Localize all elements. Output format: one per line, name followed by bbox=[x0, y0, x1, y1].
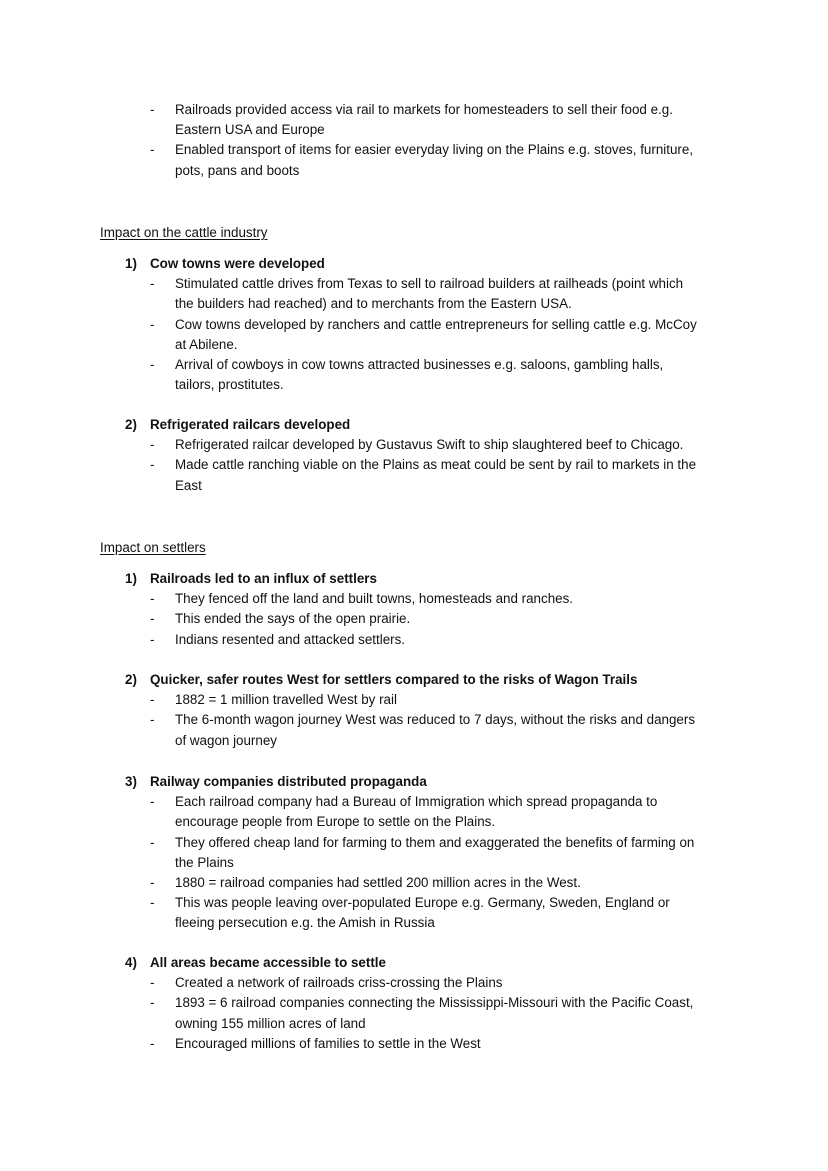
bullet-text: This was people leaving over-populated Europe e.g. Germany, Sweden, England or bbox=[175, 895, 670, 911]
bullet-dash: - bbox=[150, 102, 155, 117]
bullet-dash: - bbox=[150, 975, 155, 991]
bullet-text-continued: pots, pans and boots bbox=[175, 162, 300, 178]
bullet-text: They fenced off the land and built towns, homesteads and ranches. bbox=[175, 591, 574, 607]
item-heading bbox=[0, 254, 828, 274]
bullet-dash: - bbox=[150, 895, 155, 911]
item-title: Cow towns were developed bbox=[150, 256, 325, 271]
bullet-dash: - bbox=[150, 611, 155, 627]
bullet-text-continued: encourage people from Europe to settle on the Plains. bbox=[175, 814, 496, 830]
item-number: 1) bbox=[125, 571, 137, 586]
bullet-item bbox=[0, 710, 735, 750]
bullet-dash: - bbox=[150, 591, 155, 607]
bullet-item bbox=[0, 355, 735, 395]
bullet-dash: - bbox=[150, 712, 155, 728]
bullet-item bbox=[0, 690, 735, 710]
bullet-dash: - bbox=[150, 834, 155, 850]
cattle-item-1 bbox=[0, 254, 828, 395]
settlers-item-3 bbox=[0, 772, 828, 934]
item-heading bbox=[0, 569, 828, 589]
bullet-text-continued: owning 155 million acres of land bbox=[175, 1015, 366, 1031]
bullet-dash: - bbox=[150, 316, 155, 332]
bullet-item bbox=[0, 973, 735, 993]
bullet-text: Created a network of railroads criss-crossing the Plains bbox=[175, 975, 503, 991]
bullet-text: Railroads provided access via rail to markets for homesteaders to sell their food e.g. bbox=[175, 102, 673, 117]
bullet-text: Cow towns developed by ranchers and cattle entrepreneurs for selling cattle e.g. McCoy bbox=[175, 316, 697, 332]
item-number: 3) bbox=[125, 774, 137, 789]
bullet-dash: - bbox=[150, 142, 155, 158]
bullet-item bbox=[0, 435, 735, 455]
bullet-item bbox=[0, 100, 735, 140]
bullet-text-continued: at Abilene. bbox=[175, 336, 238, 352]
bullet-item bbox=[0, 140, 735, 180]
item-heading bbox=[0, 772, 828, 792]
bullet-text: Refrigerated railcar developed by Gustavus Swift to ship slaughtered beef to Chicago. bbox=[175, 437, 684, 453]
bullet-item bbox=[0, 1034, 735, 1054]
bullet-item bbox=[0, 833, 735, 873]
bullet-text-continued: the builders had reached) and to merchants from the Eastern USA. bbox=[175, 296, 572, 312]
bullet-text-continued: fleeing persecution e.g. the Amish in Russia bbox=[175, 915, 435, 931]
bullet-item bbox=[0, 455, 735, 495]
bullet-item bbox=[0, 893, 735, 933]
bullet-text: Arrival of cowboys in cow towns attracted businesses e.g. saloons, gambling halls, bbox=[175, 357, 664, 373]
bullet-dash: - bbox=[150, 357, 155, 373]
item-heading bbox=[0, 953, 828, 973]
settlers-item-1 bbox=[0, 569, 828, 650]
bullet-text: 1893 = 6 railroad companies connecting the Mississippi-Missouri with the Pacific Coast, bbox=[175, 995, 694, 1011]
item-title: Quicker, safer routes West for settlers compared to the risks of Wagon Trails bbox=[150, 672, 638, 687]
bullet-text: Encouraged millions of families to settle in the West bbox=[175, 1035, 481, 1051]
settlers-item-2 bbox=[0, 670, 828, 751]
bullet-dash: - bbox=[150, 1035, 155, 1051]
bullet-item bbox=[0, 315, 735, 355]
bullet-text-continued: of wagon journey bbox=[175, 732, 277, 748]
bullet-text: Indians resented and attacked settlers. bbox=[175, 631, 406, 647]
bullet-dash: - bbox=[150, 437, 155, 453]
bullet-item bbox=[0, 993, 735, 1033]
cattle-item-2 bbox=[0, 415, 828, 496]
bullet-text-continued: tailors, prostitutes. bbox=[175, 377, 284, 393]
bullet-dash: - bbox=[150, 692, 155, 708]
item-number: 1) bbox=[125, 256, 137, 271]
item-title: Railway companies distributed propaganda bbox=[150, 774, 427, 789]
bullet-dash: - bbox=[150, 631, 155, 647]
item-number: 4) bbox=[125, 955, 137, 970]
section-heading-settlers: Impact on settlers bbox=[100, 540, 206, 555]
item-number: 2) bbox=[125, 672, 137, 687]
bullet-text: Stimulated cattle drives from Texas to sell to railroad builders at railheads (point which bbox=[175, 276, 684, 292]
bullet-dash: - bbox=[150, 995, 155, 1011]
bullet-text: 1880 = railroad companies had settled 200 million acres in the West. bbox=[175, 875, 581, 891]
item-heading bbox=[0, 670, 828, 690]
bullet-item bbox=[0, 873, 735, 893]
bullet-text: This ended the says of the open prairie. bbox=[175, 611, 411, 627]
settlers-item-4 bbox=[0, 953, 828, 1054]
bullet-item bbox=[0, 274, 735, 314]
item-number: 2) bbox=[125, 417, 137, 432]
bullet-item bbox=[0, 792, 735, 832]
item-title: Railroads led to an influx of settlers bbox=[150, 571, 377, 586]
bullet-text-continued: the Plains bbox=[175, 854, 234, 870]
bullet-dash: - bbox=[150, 875, 155, 891]
bullet-text: Each railroad company had a Bureau of Immigration which spread propaganda to bbox=[175, 794, 658, 810]
bullet-item bbox=[0, 630, 735, 650]
item-title: Refrigerated railcars developed bbox=[150, 417, 351, 432]
intro-bullet-list bbox=[0, 100, 828, 181]
item-heading bbox=[0, 415, 828, 435]
bullet-text: They offered cheap land for farming to them and exaggerated the benefits of farming on bbox=[175, 834, 695, 850]
bullet-text: 1882 = 1 million travelled West by rail bbox=[175, 692, 397, 708]
bullet-text: The 6-month wagon journey West was reduced to 7 days, without the risks and dangers bbox=[175, 712, 696, 728]
bullet-dash: - bbox=[150, 794, 155, 810]
bullet-text-continued: Eastern USA and Europe bbox=[175, 122, 325, 138]
bullet-text: Enabled transport of items for easier everyday living on the Plains e.g. stoves, furniture, bbox=[175, 142, 694, 158]
section-heading-cattle: Impact on the cattle industry bbox=[100, 225, 268, 240]
bullet-text-continued: East bbox=[175, 477, 202, 493]
bullet-item bbox=[0, 589, 735, 609]
bullet-item bbox=[0, 609, 735, 629]
bullet-dash: - bbox=[150, 276, 155, 292]
item-title: All areas became accessible to settle bbox=[150, 955, 386, 970]
bullet-text: Made cattle ranching viable on the Plains as meat could be sent by rail to markets in the bbox=[175, 457, 697, 473]
bullet-dash: - bbox=[150, 457, 155, 473]
